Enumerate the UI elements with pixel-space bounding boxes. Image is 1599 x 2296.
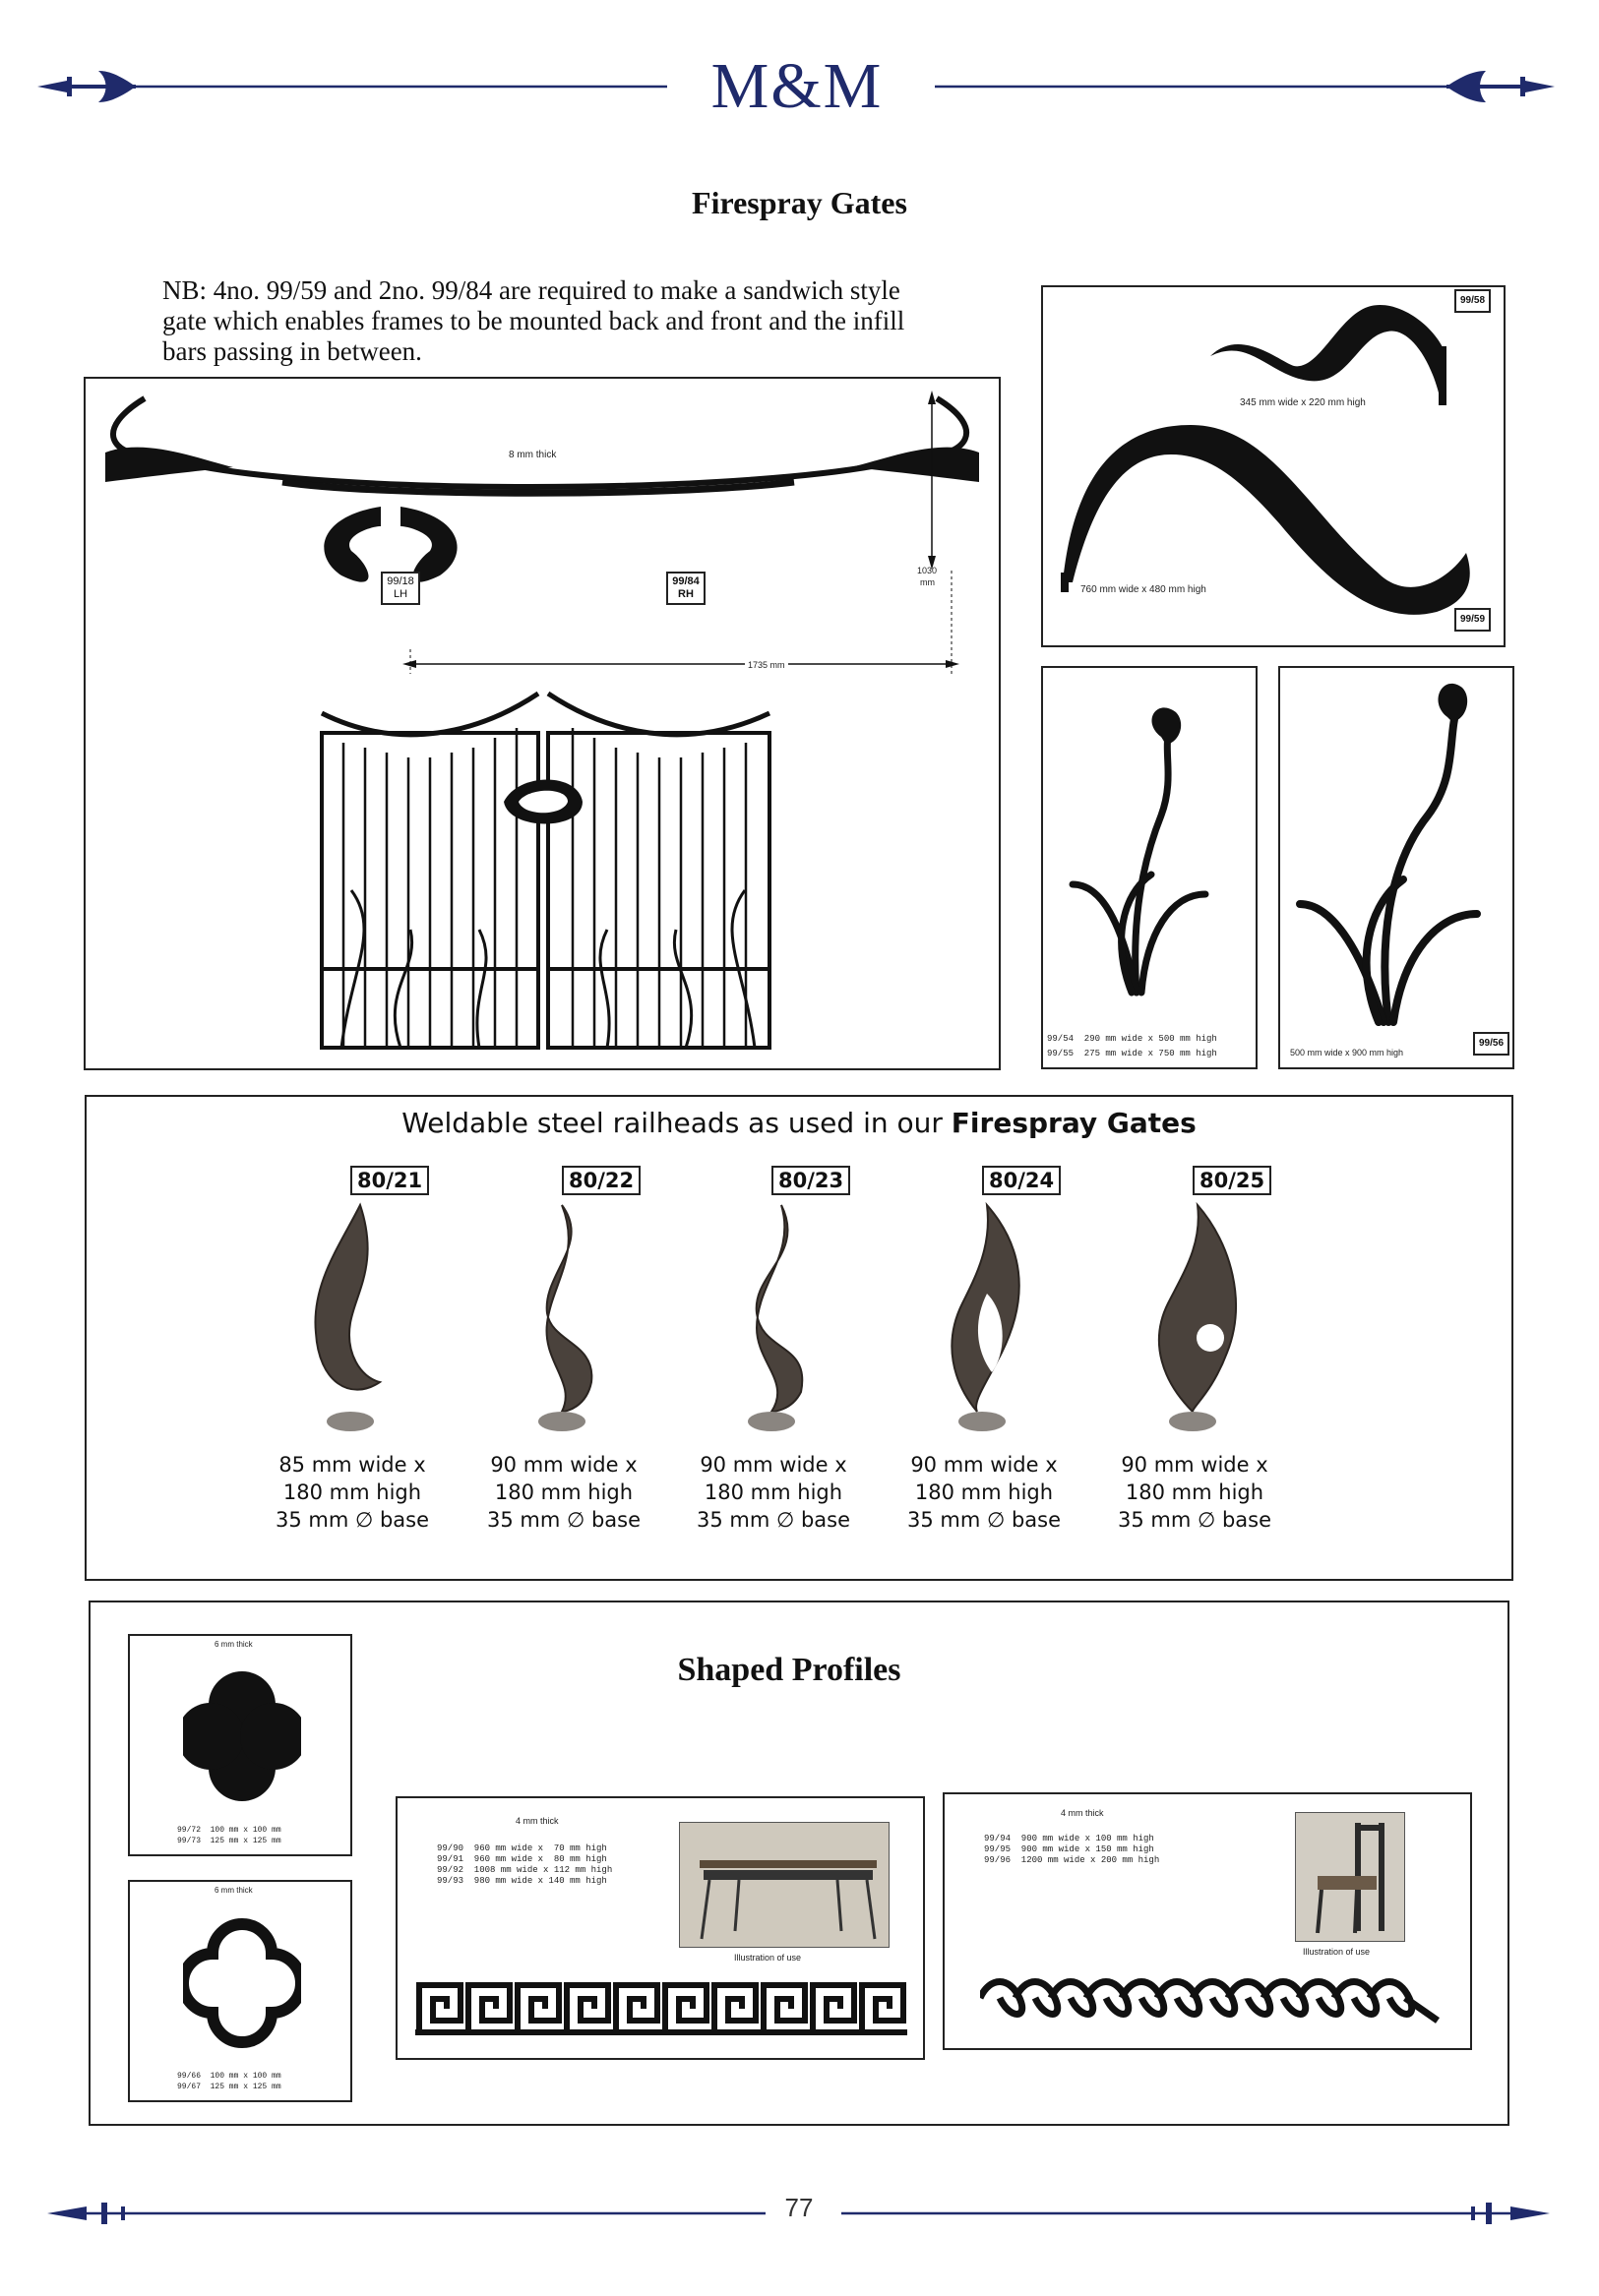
railhead-spec-line: 180 mm high	[704, 1480, 843, 1504]
railhead-spec-line: 35 mm ∅ base	[486, 1508, 641, 1532]
open-quatrefoil-line2: 99/67 125 mm x 125 mm	[177, 2083, 281, 2091]
railhead-spec-line: 35 mm ∅ base	[696, 1508, 850, 1532]
open-quatrefoil-thickness: 6 mm thick	[215, 1886, 253, 1895]
greek-key-line-2: 99/92 1008 mm wide x 112 mm high	[437, 1865, 613, 1875]
solid-quatrefoil-card	[128, 1634, 352, 1856]
footer-bar	[0, 2189, 1599, 2238]
profiles-title: Shaped Profiles	[677, 1652, 901, 1688]
railhead-icon	[291, 1185, 429, 1441]
railhead-spec-line: 90 mm wide x	[490, 1453, 638, 1477]
plant-large-dim: 500 mm wide x 900 mm high	[1290, 1048, 1404, 1057]
railhead-code: 80/21	[350, 1166, 429, 1195]
gate-width-dim: 1735 mm	[745, 660, 788, 670]
gate-tag-lh	[381, 572, 420, 605]
open-quatrefoil-icon	[183, 1909, 301, 2057]
footer-left-ornament-icon	[47, 2199, 766, 2228]
railhead-spec-line: 90 mm wide x	[1121, 1453, 1268, 1477]
gate-tag-lh-code: 99/18	[387, 575, 414, 587]
twist-thickness: 4 mm thick	[1061, 1808, 1104, 1818]
gate-tag-lh-side: LH	[393, 588, 408, 600]
greek-key-pattern-icon	[415, 1981, 907, 2036]
open-quatrefoil-card	[128, 1880, 352, 2102]
plant-large-drawing	[1280, 668, 1512, 1032]
brand-title: M&M	[710, 50, 884, 122]
railhead-icon	[923, 1185, 1061, 1441]
scroll-tag-bottom: 99/59	[1454, 608, 1491, 632]
gate-height-unit: mm	[920, 577, 935, 587]
railhead-item	[486, 1166, 692, 1579]
greek-key-card	[396, 1796, 925, 2060]
railhead-code: 80/22	[562, 1166, 641, 1195]
railheads-row	[87, 1097, 1511, 1579]
greek-key-caption: Illustration of use	[734, 1953, 802, 1963]
plant-large-tag: 99/56	[1473, 1032, 1509, 1056]
table-illustration-icon	[680, 1823, 889, 1947]
left-arrow-ornament-icon	[37, 67, 667, 106]
solid-quatrefoil-icon	[183, 1667, 301, 1805]
railhead-icon	[503, 1185, 641, 1441]
railhead-item	[696, 1166, 901, 1579]
greek-key-line-3: 99/93 980 mm wide x 140 mm high	[437, 1876, 607, 1886]
railhead-item	[1117, 1166, 1322, 1579]
twist-card	[943, 1792, 1472, 2050]
scroll-tag-top: 99/58	[1454, 289, 1491, 313]
right-arrow-ornament-icon	[935, 67, 1555, 106]
greek-key-line-0: 99/90 960 mm wide x 70 mm high	[437, 1843, 607, 1853]
railheads-heading-prefix: Weldable steel railheads as used in our	[401, 1107, 943, 1139]
scroll-panel	[1041, 285, 1506, 647]
gate-drawing	[86, 379, 999, 1067]
footer-right-ornament-icon	[841, 2199, 1550, 2228]
railhead-spec-line: 180 mm high	[494, 1480, 634, 1504]
profiles-panel	[89, 1601, 1509, 2126]
plant-small-line2: 99/55 275 mm wide x 750 mm high	[1047, 1049, 1217, 1058]
header-bar	[0, 39, 1599, 138]
railhead-icon	[1134, 1185, 1271, 1441]
greek-key-thickness: 4 mm thick	[516, 1816, 559, 1826]
railhead-spec-line: 35 mm ∅ base	[275, 1508, 429, 1532]
gate-note: NB: 4no. 99/59 and 2no. 99/84 are required to make a sandwich style gate which enables frames to be mounted back and front and the infill bars passing in between.	[162, 275, 905, 366]
solid-quatrefoil-thickness: 6 mm thick	[215, 1640, 253, 1649]
twist-caption: Illustration of use	[1303, 1947, 1371, 1957]
greek-key-line-1: 99/91 960 mm wide x 80 mm high	[437, 1854, 607, 1864]
plant-small-drawing	[1043, 668, 1256, 1002]
gate-height-dim: 1030	[917, 566, 938, 575]
railhead-code: 80/24	[982, 1166, 1061, 1195]
twist-line-2: 99/96 1200 mm wide x 200 mm high	[984, 1855, 1160, 1865]
solid-quatrefoil-line1: 99/72 100 mm x 100 mm	[177, 1826, 281, 1835]
railhead-item	[275, 1166, 480, 1579]
gate-panel	[84, 377, 1001, 1070]
gate-tag-rh-code: 99/84	[672, 575, 700, 587]
gate-thickness-label: 8 mm thick	[509, 450, 557, 460]
greek-key-photo	[679, 1822, 890, 1948]
twist-photo	[1295, 1812, 1405, 1942]
open-quatrefoil-line1: 99/66 100 mm x 100 mm	[177, 2072, 281, 2081]
railhead-item	[906, 1166, 1112, 1579]
plant-large-panel	[1278, 666, 1514, 1069]
railhead-spec-line: 90 mm wide x	[700, 1453, 847, 1477]
railhead-spec-line: 85 mm wide x	[278, 1453, 426, 1477]
railhead-code: 80/25	[1193, 1166, 1271, 1195]
plant-small-line1: 99/54 290 mm wide x 500 mm high	[1047, 1034, 1217, 1044]
railhead-spec-line: 180 mm high	[282, 1480, 422, 1504]
chair-illustration-icon	[1296, 1813, 1404, 1941]
plant-small-panel	[1041, 666, 1258, 1069]
section-title-firespray: Firespray Gates	[692, 185, 907, 220]
railhead-spec-line: 35 mm ∅ base	[906, 1508, 1061, 1532]
railheads-heading-bold: Firespray Gates	[951, 1107, 1197, 1139]
scroll-small-dim: 345 mm wide x 220 mm high	[1240, 397, 1366, 408]
railhead-code: 80/23	[771, 1166, 850, 1195]
railhead-spec-line: 180 mm high	[1125, 1480, 1264, 1504]
page-number: 77	[784, 2193, 814, 2222]
gate-tag-rh	[666, 572, 706, 605]
gate-tag-rh-side: RH	[678, 588, 694, 600]
railhead-spec-line: 35 mm ∅ base	[1117, 1508, 1271, 1532]
twist-line-1: 99/95 900 mm wide x 150 mm high	[984, 1844, 1154, 1854]
railhead-icon	[712, 1185, 850, 1441]
solid-quatrefoil-line2: 99/73 125 mm x 125 mm	[177, 1837, 281, 1845]
railheads-panel	[85, 1095, 1513, 1581]
railhead-spec-line: 180 mm high	[914, 1480, 1054, 1504]
twist-pattern-icon	[980, 1971, 1443, 2024]
railhead-spec-line: 90 mm wide x	[910, 1453, 1058, 1477]
scroll-large-dim: 760 mm wide x 480 mm high	[1080, 584, 1206, 595]
twist-line-0: 99/94 900 mm wide x 100 mm high	[984, 1834, 1154, 1843]
